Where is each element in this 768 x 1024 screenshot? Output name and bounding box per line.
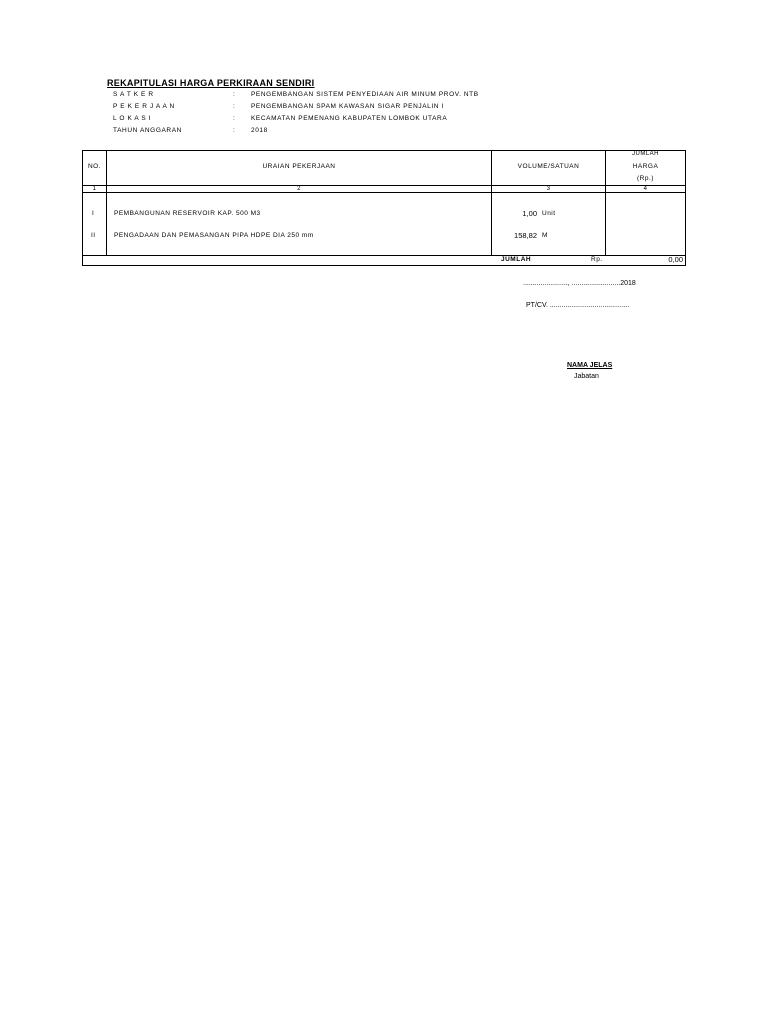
index-col-1: 1: [92, 186, 97, 192]
info-label: S A T K E R: [113, 91, 154, 98]
header-harga: HARGA: [632, 163, 659, 170]
info-value: KECAMATAN PEMENANG KABUPATEN LOMBOK UTARA: [251, 115, 448, 122]
row-1-volume: 1,00: [522, 209, 537, 218]
document-title: REKAPITULASI HARGA PERKIRAAN SENDIRI: [107, 78, 315, 88]
info-value: PENGEMBANGAN SPAM KAWASAN SIGAR PENJALIN I: [251, 103, 444, 110]
header-jumlah: JUMLAH: [631, 151, 659, 157]
signature-position: Jabatan: [574, 373, 599, 380]
index-col-3: 3: [546, 186, 551, 192]
row-1-no: I: [92, 210, 95, 217]
info-colon: :: [233, 127, 236, 134]
row-2-volume: 158,82: [514, 231, 537, 240]
info-row-tahun-anggaran: [113, 127, 613, 138]
row-1-uraian: PEMBANGUNAN RESERVOIR KAP. 500 M3: [114, 210, 261, 217]
info-value: 2018: [251, 127, 268, 134]
info-row-lokasi: [113, 115, 613, 126]
header-volume: VOLUME/SATUAN: [517, 163, 580, 170]
header-uraian: URAIAN PEKERJAAN: [262, 163, 336, 170]
info-row-pekerjaan: [113, 103, 613, 114]
total-currency: Rp.: [591, 256, 603, 263]
header-rp: (Rp.): [637, 175, 654, 182]
total-label: JUMLAH: [501, 256, 532, 263]
info-label: L O K A S I: [113, 115, 152, 122]
signature-name: NAMA JELAS: [567, 362, 613, 369]
index-col-2: 2: [297, 186, 301, 192]
signature-company: PT/CV. .........................................: [526, 302, 630, 309]
info-label: TAHUN ANGGARAN: [113, 127, 182, 134]
total-value: 0,00: [668, 255, 683, 264]
recap-table: [82, 150, 686, 266]
info-colon: :: [233, 91, 236, 98]
info-colon: :: [233, 115, 236, 122]
index-col-4: 4: [643, 186, 648, 192]
header-no: NO.: [87, 163, 102, 170]
info-label: P E K E R J A A N: [113, 103, 175, 110]
row-2-satuan: M: [542, 232, 548, 239]
info-row-satker: [113, 91, 613, 102]
info-colon: :: [233, 103, 236, 110]
signature-place-date: ......................., .........................2018: [523, 280, 636, 287]
info-value: PENGEMBANGAN SISTEM PENYEDIAAN AIR MINUM PROV. NTB: [251, 91, 479, 98]
row-2-uraian: PENGADAAN DAN PEMASANGAN PIPA HDPE DIA 250 mm: [114, 232, 314, 239]
row-2-no: II: [91, 232, 96, 239]
divider: [83, 192, 685, 193]
row-1-satuan: Unit: [542, 210, 556, 217]
